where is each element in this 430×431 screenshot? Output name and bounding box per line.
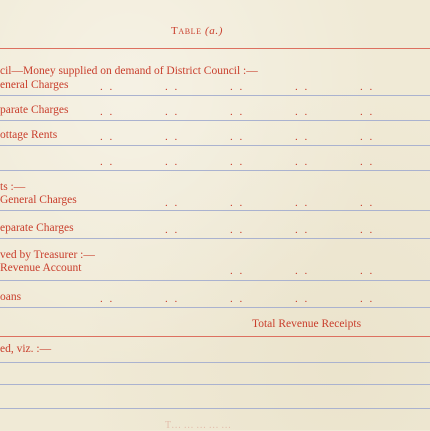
ruled-line [0, 408, 430, 409]
line-revenue-account: Revenue Account [0, 262, 82, 274]
line-receipts-heading: ts :— [0, 181, 26, 193]
ruled-line [0, 210, 430, 211]
line-viz: ed, viz. :— [0, 343, 52, 355]
table-reference: (a.) [204, 25, 223, 37]
leader-dots-row: . . . . . . . . . . [100, 156, 375, 168]
line-district-council: cil—Money supplied on demand of District Council :— [0, 65, 258, 77]
ruled-line [0, 238, 430, 239]
line-general-charges-2: General Charges [0, 194, 77, 206]
ruled-line [0, 280, 430, 281]
total-revenue-receipts: Total Revenue Receipts [252, 318, 362, 330]
leader-dots-row: . . . . . . . . . . [100, 131, 375, 143]
total-red-rule [0, 336, 430, 337]
ruled-line [0, 120, 430, 121]
line-separate-charges-1: parate Charges [0, 104, 69, 116]
leader-dots-row: . . . . . . . . [165, 224, 375, 236]
ruled-line [0, 362, 430, 363]
leader-dots-row: . . . . . . [230, 265, 375, 277]
ruled-line [0, 95, 430, 96]
ruled-line [0, 384, 430, 385]
footer-partial-text: T… … … … … [165, 420, 232, 431]
line-cottage-rents: ottage Rents [0, 129, 58, 141]
ruled-line [0, 307, 430, 308]
table-title [0, 25, 394, 37]
leader-dots-row: . . . . . . . . . . [100, 106, 375, 118]
line-general-charges-1: eneral Charges [0, 79, 69, 91]
ruled-line [0, 170, 430, 171]
line-loans: oans [0, 291, 22, 303]
line-treasurer: ved by Treasurer :— [0, 249, 95, 261]
top-red-rule [0, 48, 430, 49]
line-separate-charges-2: eparate Charges [0, 222, 74, 234]
leader-dots-row: . . . . . . . . . . [100, 81, 375, 93]
table-title-word: Table [171, 25, 202, 37]
leader-dots-row: . . . . . . . . . . [100, 293, 375, 305]
leader-dots-row: . . . . . . . . [165, 197, 375, 209]
ruled-line [0, 145, 430, 146]
